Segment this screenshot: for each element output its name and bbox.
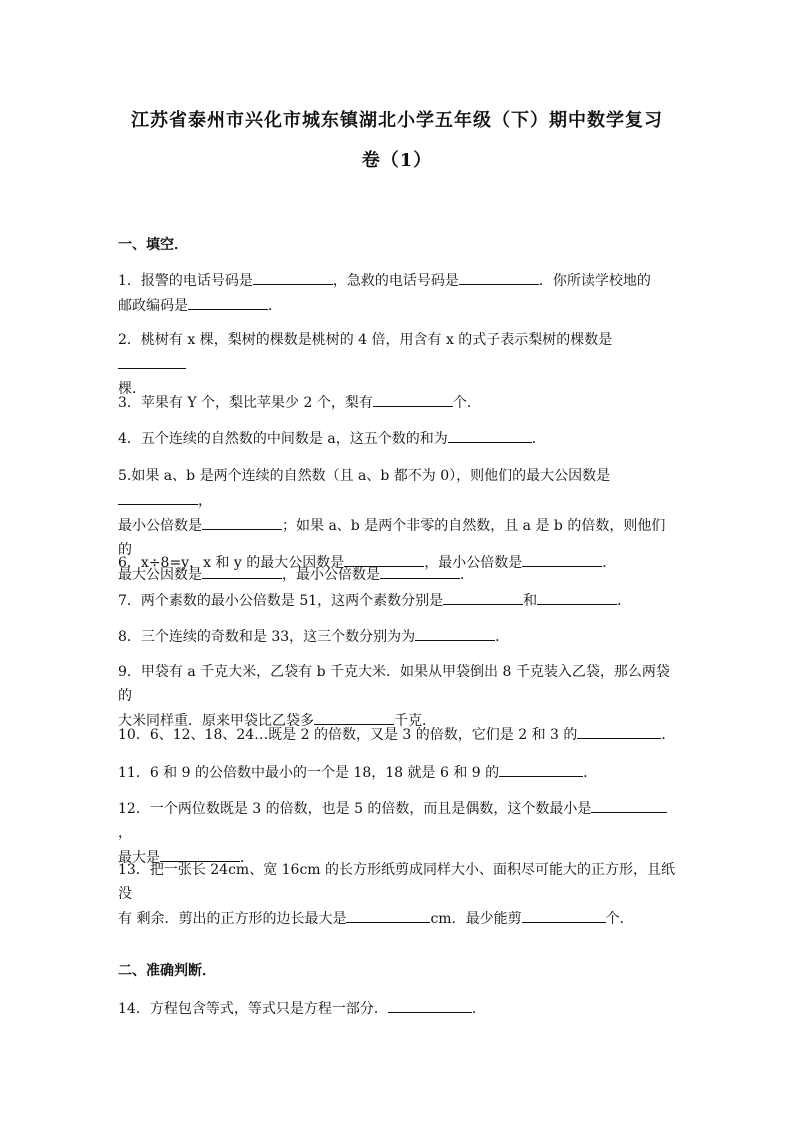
question-8: 8．三个连续的奇数和是 33，这三个数分别为为 ． (118, 624, 678, 649)
question-13: 13．把一张长 24cm、宽 16cm 的长方形纸剪成同样大小、面积尽可能大的正方形，且纸没 有 剩余．剪出的正方形的边长最大是 cm．最少能剪 个． (118, 862, 676, 927)
answer-blank (373, 390, 453, 407)
answer-blank (188, 293, 268, 310)
answer-blank (448, 426, 532, 443)
answer-blank (202, 513, 282, 530)
question-12: 12．一个两位数既是 3 的倍数，也是 5 的倍数，而且是偶数，这个数最小是， 最大是 ． (118, 796, 678, 870)
question-11: 11．6 和 9 的公倍数中最小的一个是 18，18 就是 6 和 9 的 ． (118, 760, 678, 785)
question-5: 5.如果 a、b 是两个连续的自然数（且 a、b 都不为 0），则他们的最大公因数是， 最小公倍数是 ；如果 a、b 是两个非零的自然数，且 a 是 b 的倍数，则他们的 最大公因数是 ，最小公倍数是 ． (118, 468, 666, 583)
question-2: 2．桃树有 x 棵，梨树的棵数是桃树的 4 倍，用含有 x 的式子表示梨树的棵数是 棵． (118, 332, 613, 397)
question-7: 7．两个素数的最小公倍数是 51，这两个素数分别是 和 ． (118, 588, 678, 613)
answer-blank (591, 796, 667, 813)
answer-blank (118, 488, 198, 505)
question-10: 10．6、12、18、24…既是 2 的倍数，又是 3 的倍数，它们是 2 和 3 的 ． (118, 722, 678, 747)
section-heading-fill-in: 一、填空． (118, 237, 188, 253)
answer-blank (344, 550, 424, 567)
answer-blank (346, 906, 430, 923)
question-4: 4．五个连续的自然数的中间数是 a，这五个数的和为 ． (118, 426, 678, 451)
answer-blank (522, 906, 606, 923)
answer-blank (388, 996, 472, 1013)
answer-blank (522, 550, 602, 567)
question-6: 6．x÷8=y，x 和 y 的最大公因数是 ，最小公倍数是 ． (118, 550, 678, 575)
answer-blank (253, 268, 333, 285)
question-9: 9．甲袋有 a 千克大米，乙袋有 b 千克大米．如果从甲袋倒出 8 千克装入乙袋，那么两袋的 大米同样重．原来甲袋比乙袋多 千克． (118, 664, 670, 729)
answer-blank (577, 722, 661, 739)
answer-blank (459, 268, 539, 285)
question-1: 1．报警的电话号码是 ，急救的电话号码是 ．你所读学校地的 邮政编码是 ． (118, 268, 678, 318)
answer-blank (415, 624, 495, 641)
answer-blank (499, 760, 583, 777)
answer-blank (118, 352, 186, 369)
answer-blank (537, 588, 617, 605)
section-heading-true-false: 二、准确判断． (118, 963, 216, 979)
document-title-line-1: 江苏省泰州市兴化市城东镇湖北小学五年级（下）期中数学复习 (131, 110, 663, 131)
question-14: 14．方程包含等式，等式只是方程一部分． ． (118, 996, 678, 1021)
answer-blank (443, 588, 523, 605)
document-title-line-2: 卷（1） (361, 150, 433, 171)
question-3: 3．苹果有 Y 个，梨比苹果少 2 个，梨有 个． (118, 390, 678, 415)
